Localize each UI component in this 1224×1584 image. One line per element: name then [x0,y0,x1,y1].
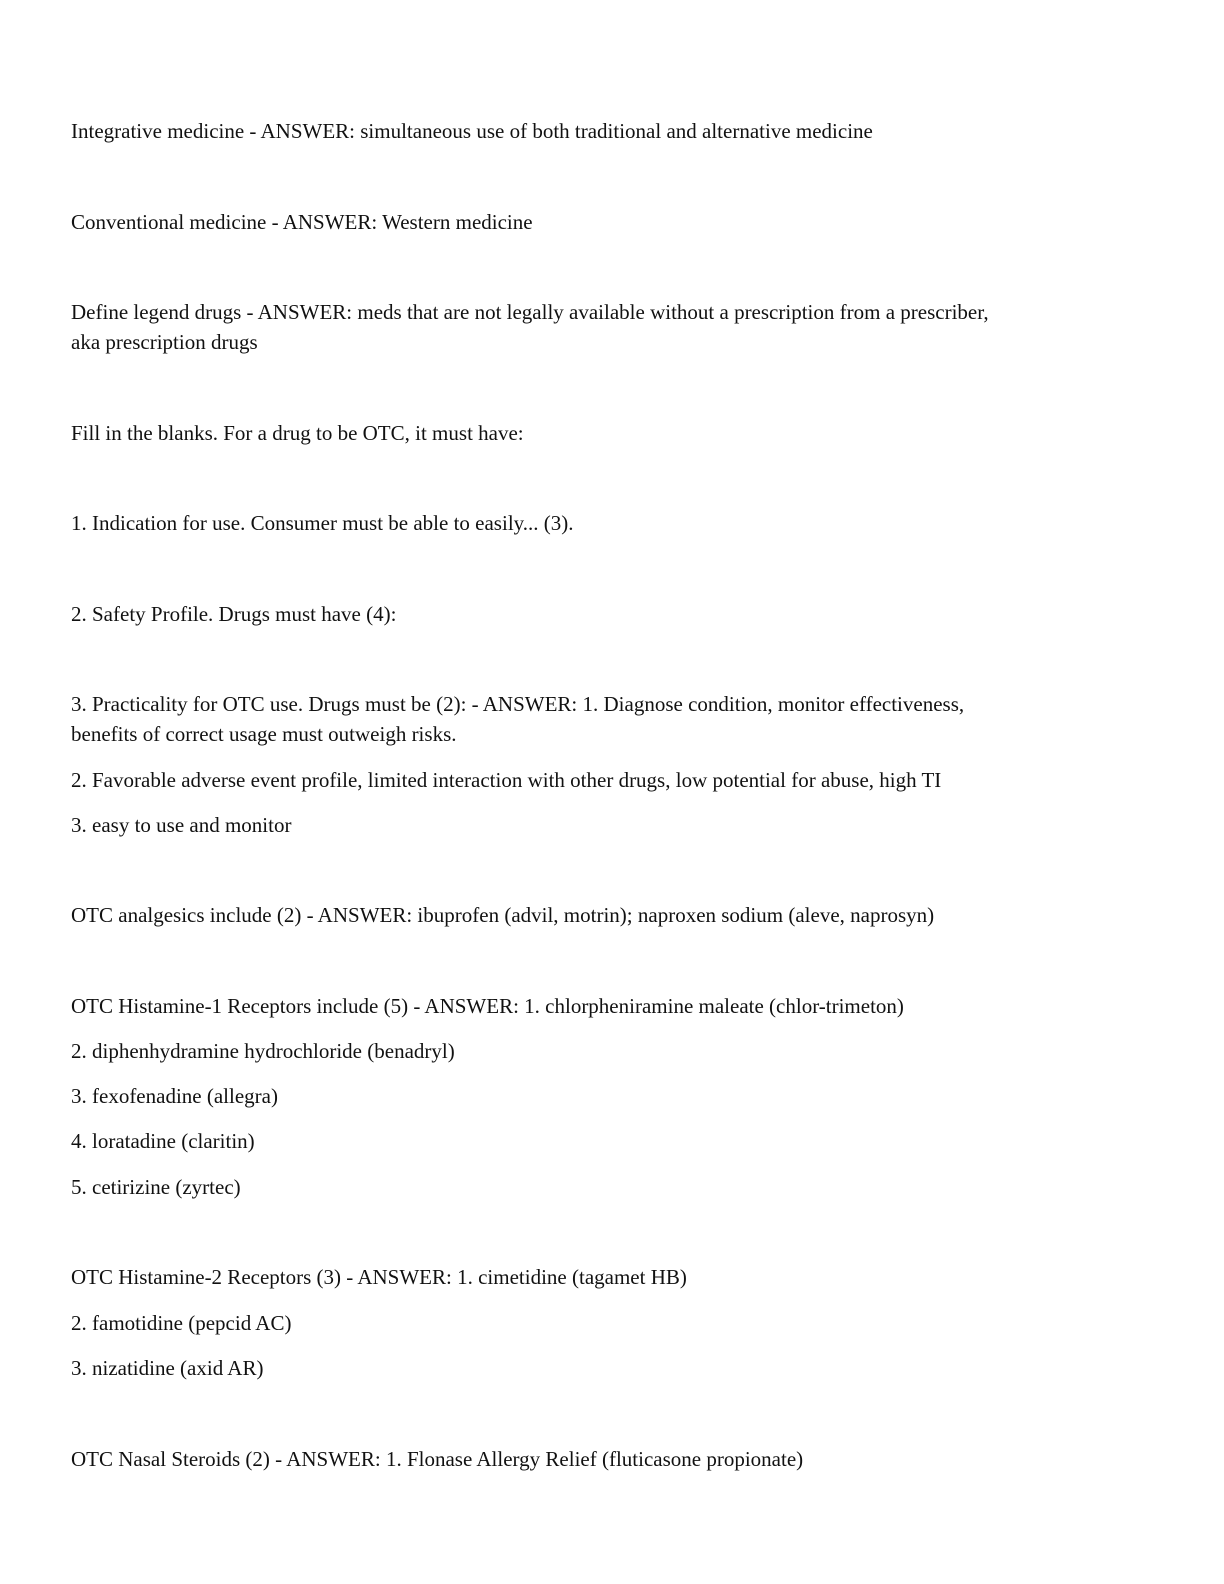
text-line-h2-item-2: 2. famotidine (pepcid AC) [71,1311,292,1335]
text-line-h1-receptors: OTC Histamine-1 Receptors include (5) - ANSWER: 1. chlorpheniramine maleate (chlor-trimeton) [71,994,904,1018]
text-line-easy-to-use: 3. easy to use and monitor [71,813,292,837]
text-line-h2-item-3: 3. nizatidine (axid AR) [71,1356,264,1380]
text-line-h2-receptors: OTC Histamine-2 Receptors (3) - ANSWER: 1. cimetidine (tagamet HB) [71,1265,687,1289]
text-line-conventional-medicine: Conventional medicine - ANSWER: Western medicine [71,210,533,234]
text-line-practicality: 3. Practicality for OTC use. Drugs must be (2): - ANSWER: 1. Diagnose condition, monitor effectiveness, [71,692,965,716]
text-line-h1-item-5: 5. cetirizine (zyrtec) [71,1175,241,1199]
text-line-otc-analgesics: OTC analgesics include (2) - ANSWER: ibuprofen (advil, motrin); naproxen sodium (aleve, naprosyn) [71,903,935,927]
text-line-legend-drugs: Define legend drugs - ANSWER: meds that are not legally available without a prescription from a prescriber, [71,300,989,324]
text-line-fill-in-blanks: Fill in the blanks. For a drug to be OTC, it must have: [71,421,524,445]
text-line-indication: 1. Indication for use. Consumer must be able to easily... (3). [71,511,574,535]
text-line-legend-drugs-cont: aka prescription drugs [71,330,258,354]
text-line-safety-profile: 2. Safety Profile. Drugs must have (4): [71,602,397,626]
text-line-practicality-cont: benefits of correct usage must outweigh risks. [71,722,457,746]
text-line-integrative-medicine: Integrative medicine - ANSWER: simultaneous use of both traditional and alternative medicine [71,119,873,143]
text-line-h1-item-2: 2. diphenhydramine hydrochloride (benadryl) [71,1039,455,1063]
text-line-adverse-profile: 2. Favorable adverse event profile, limited interaction with other drugs, low potential for abuse, high TI [71,768,942,792]
text-line-h1-item-4: 4. loratadine (claritin) [71,1129,255,1153]
text-line-h1-item-3: 3. fexofenadine (allegra) [71,1084,278,1108]
text-line-nasal-steroids: OTC Nasal Steroids (2) - ANSWER: 1. Flonase Allergy Relief (fluticasone propionate) [71,1447,804,1471]
